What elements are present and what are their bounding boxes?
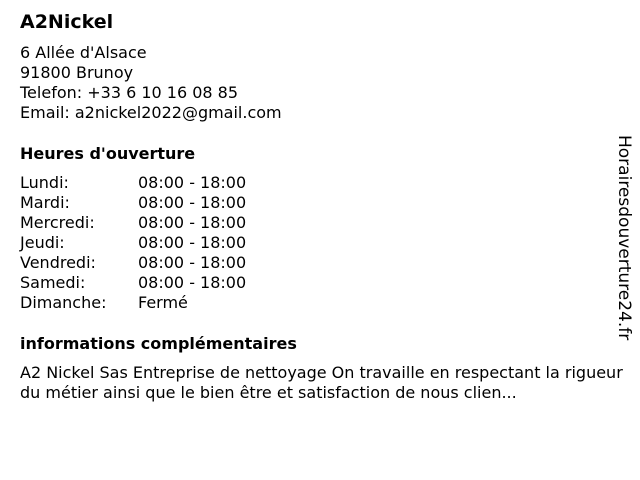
hours-day: Lundi: [20, 173, 69, 192]
address-block [20, 43, 605, 123]
hours-day: Samedi: [20, 273, 86, 292]
hours-day: Mardi: [20, 193, 70, 212]
email-line: Email: a2nickel2022@gmail.com [20, 103, 282, 122]
hours-time: 08:00 - 18:00 [138, 173, 247, 192]
postal-city: 91800 Brunoy [20, 63, 134, 82]
hours-time: Fermé [138, 293, 188, 312]
hours-time: 08:00 - 18:00 [138, 233, 247, 252]
hours-time: 08:00 - 18:00 [138, 273, 247, 292]
hours-day: Mercredi: [20, 213, 95, 232]
hours-day: Jeudi: [20, 233, 65, 252]
hours-time: 08:00 - 18:00 [138, 193, 247, 212]
hours-day: Vendredi: [20, 253, 96, 272]
site-watermark: Horairesdouverture24.fr [614, 135, 634, 341]
hours-heading: Heures d'ouverture [20, 144, 196, 163]
hours-row [20, 213, 246, 233]
business-description: A2 Nickel Sas Entreprise de nettoyage On travaille en respectant la rigueur du métier ainsi que le bien être et satisfaction de nous clien... [20, 363, 623, 402]
street-address: 6 Allée d'Alsace [20, 43, 147, 62]
hours-time: 08:00 - 18:00 [138, 253, 247, 272]
hours-table [20, 173, 246, 313]
hours-row [20, 173, 246, 193]
hours-row [20, 273, 246, 293]
hours-day: Dimanche: [20, 293, 107, 312]
hours-row [20, 253, 246, 273]
business-name: A2Nickel [20, 11, 114, 33]
phone-line: Telefon: +33 6 10 16 08 85 [20, 83, 239, 102]
hours-time: 08:00 - 18:00 [138, 213, 247, 232]
hours-row [20, 233, 246, 253]
hours-row [20, 293, 246, 313]
business-card [20, 10, 623, 403]
info-heading: informations complémentaires [20, 334, 297, 353]
hours-row [20, 193, 246, 213]
